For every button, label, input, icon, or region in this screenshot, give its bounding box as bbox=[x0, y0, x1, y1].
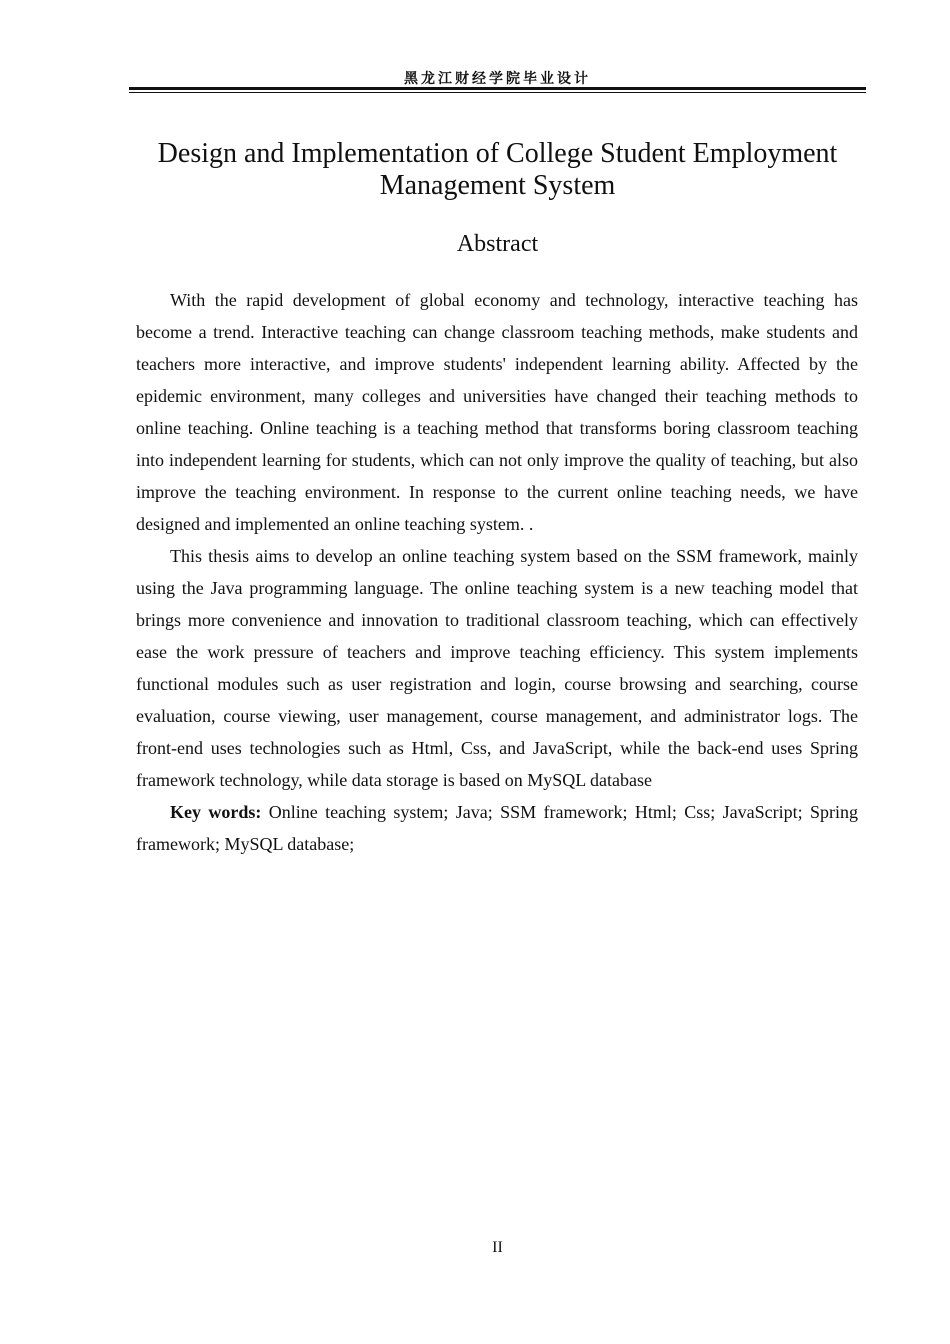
keywords-label: Key words: bbox=[170, 802, 262, 822]
abstract-paragraph-2: This thesis aims to develop an online teaching system based on the SSM framework, mainly using the Java programming language. The online teaching system is a new teaching model that brings more convenience and innovation to traditional classroom teaching, which can effectively ease the work pressure of teachers and improve teaching efficiency. This system implements functional modules such as user registration and login, course browsing and searching, course evaluation, course viewing, user management, course management, and administrator logs. The front-end uses technologies such as Html, Css, and JavaScript, while the back-end uses Spring framework technology, while data storage is based on MySQL database bbox=[136, 546, 858, 790]
header-rule-thin bbox=[129, 92, 866, 93]
keywords-text: Online teaching system; Java; SSM framework; Html; Css; JavaScript; Spring framework; MySQL database; bbox=[136, 802, 858, 854]
keywords-paragraph bbox=[136, 796, 858, 860]
running-header: 黑龙江财经学院毕业设计 bbox=[404, 71, 591, 87]
page-number: II bbox=[492, 1239, 503, 1256]
abstract-heading: Abstract bbox=[456, 231, 539, 257]
document-title bbox=[129, 138, 866, 202]
abstract-body bbox=[136, 284, 858, 860]
abstract-paragraph-1: With the rapid development of global economy and technology, interactive teaching has become a trend. Interactive teaching can change classroom teaching methods, make students and teachers more interactive, and improve students' independent learning ability. Affected by the epidemic environment, many colleges and universities have changed their teaching methods to online teaching. Online teaching is a teaching method that transforms boring classroom teaching into independent learning for students, which can not only improve the quality of teaching, but also improve the teaching environment. In response to the current online teaching needs, we have designed and implemented an online teaching system. . bbox=[136, 290, 858, 534]
header-rule-thick bbox=[129, 87, 866, 90]
title-line-1: Design and Implementation of College Student Employment bbox=[157, 138, 838, 169]
title-line-2: Management System bbox=[379, 170, 616, 201]
